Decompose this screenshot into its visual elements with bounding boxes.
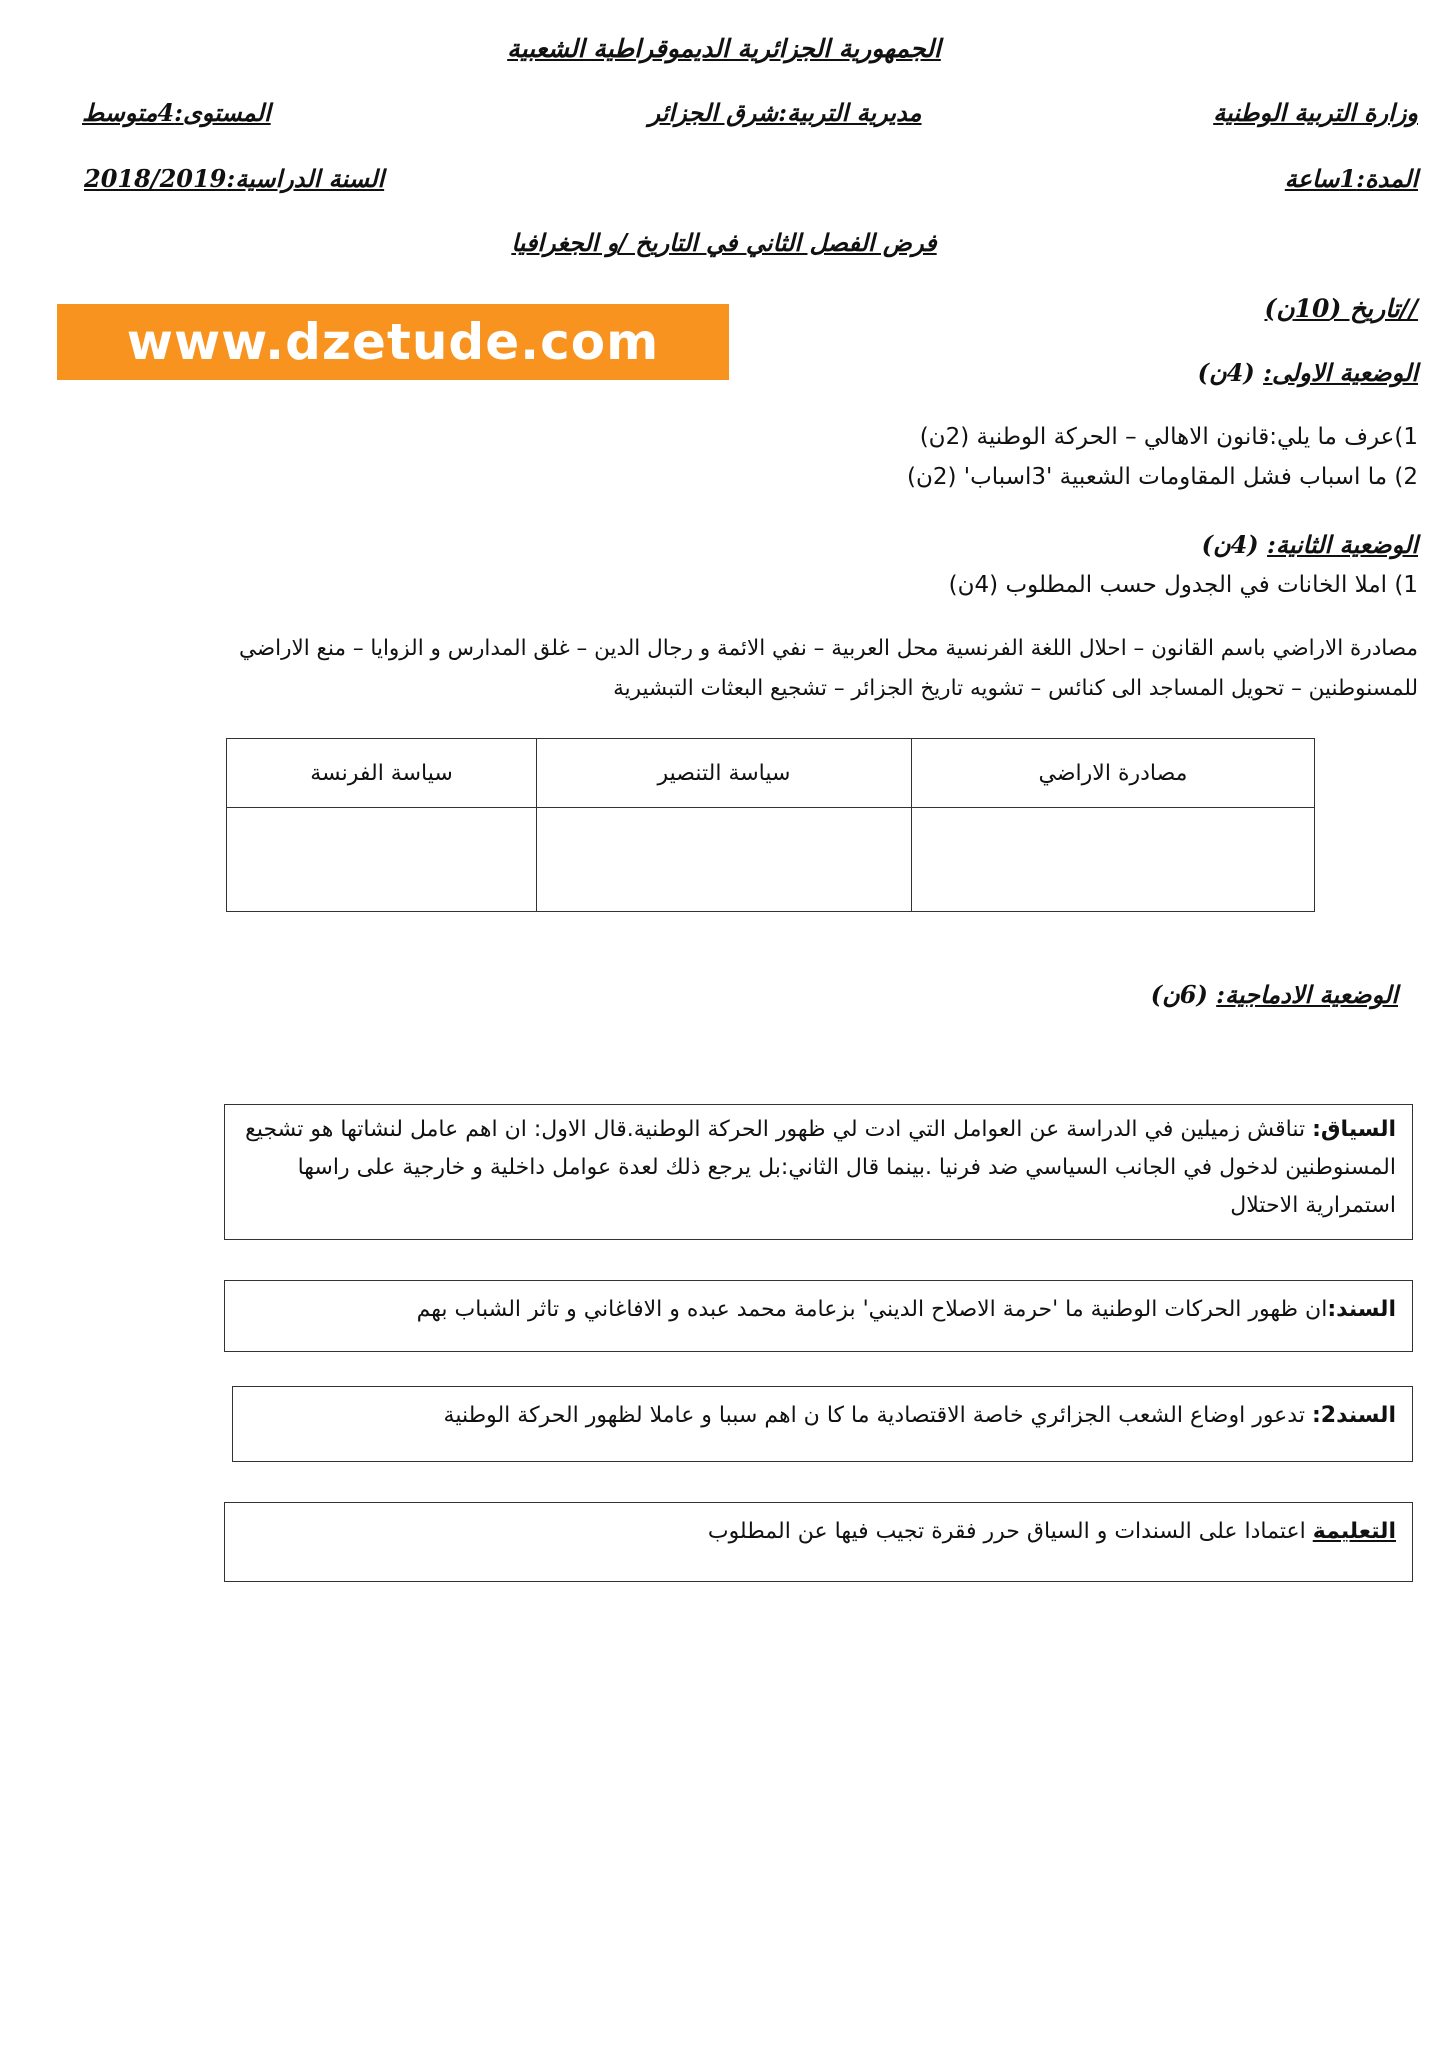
table-header-land: مصادرة الاراضي [912, 739, 1315, 808]
document2-text: تدعور اوضاع الشعب الجزائري خاصة الاقتصادية ما كا ن اهم سببا و عاملا لظهور الحركة الوطنية [443, 1403, 1312, 1428]
table-cell-christianization[interactable] [537, 808, 912, 912]
integrative-label: الوضعية الادماجية: [1216, 980, 1398, 1009]
situation2-label: الوضعية الثانية: [1267, 530, 1418, 559]
integrative-title [1151, 980, 1398, 1009]
republic-title: الجمهورية الجزائرية الديموقراطية الشعبية [507, 34, 941, 63]
situation1-title [1198, 358, 1418, 387]
document2-label: السند2: [1311, 1403, 1396, 1428]
instruction-label: التعليمة [1312, 1519, 1396, 1544]
table-cell-francization[interactable] [227, 808, 537, 912]
history-heading [1264, 294, 1418, 323]
ministry-label: وزارة التربية الوطنية [1213, 98, 1418, 127]
document1-text: ان ظهور الحركات الوطنية ما 'حرمة الاصلاح الديني' بزعامة محمد عبده و الافاغاني و تاثر الشباب بهم [416, 1297, 1328, 1322]
table-header-christianization: سياسة التنصير [537, 739, 912, 808]
table-header-francization: سياسة الفرنسة [227, 739, 537, 808]
context-label: السياق: [1312, 1117, 1396, 1142]
instruction-box [224, 1502, 1413, 1582]
classification-table [226, 738, 1315, 912]
integrative-points: (6ن) [1150, 980, 1208, 1009]
level-label: المستوى:4متوسط [82, 98, 271, 127]
situation1-label: الوضعية الاولى: [1263, 358, 1418, 387]
watermark-banner: www.dzetude.com [57, 304, 729, 380]
situation1-points: (4ن) [1197, 358, 1255, 387]
duration-label: المدة:1ساعة [1284, 164, 1418, 193]
table-cell-land[interactable] [912, 808, 1315, 912]
directorate-label: مديرية التربية:شرق الجزائر [648, 98, 922, 127]
situation1-question-2: 2) ما اسباب فشل المقاومات الشعبية '3اسباب' (2ن) [906, 464, 1418, 490]
instruction-text: اعتمادا على السندات و السياق حرر فقرة تجيب فيها عن المطلوب [707, 1519, 1313, 1544]
document1-box [224, 1280, 1413, 1352]
history-heading-text: //تاريخ (10ن) [1264, 294, 1418, 323]
context-box [224, 1104, 1413, 1240]
document1-label: السند: [1327, 1297, 1396, 1322]
terms-line-2: للمسنوطنين – تحويل المساجد الى كنائس – تشويه تاريخ الجزائر – تشجيع البعثات التبشيرية [613, 676, 1418, 701]
exam-title: فرض الفصل الثاني في التاريخ /و الجغرافيا [511, 228, 937, 257]
terms-line-1: مصادرة الاراضي باسم القانون – احلال اللغة الفرنسية محل العربية – نفي الائمة و رجال الدين – غلق المدارس و الزوايا – منع الاراضي [238, 636, 1418, 661]
situation1-question-1: 1)عرف ما يلي:قانون الاهالي – الحركة الوطنية (2ن) [919, 424, 1418, 450]
situation2-points: (4ن) [1201, 530, 1259, 559]
context-text: تناقش زميلين في الدراسة عن العوامل التي ادت لي ظهور الحركة الوطنية.قال الاول: ان اهم عامل لنشاتها هو تشجيع المسنوطنين لدخول في الجانب السياسي ضد فرنيا .بينما قال الثاني:بل يرجع ذلك لعدة عوامل داخلية و خارجية على راسها استمرارية الاحتلال [245, 1117, 1396, 1218]
document2-box [232, 1386, 1413, 1462]
situation2-title [1202, 530, 1418, 559]
school-year-label: السنة الدراسية:2018/2019 [84, 164, 385, 193]
situation2-question-1: 1) املا الخانات في الجدول حسب المطلوب (4ن) [948, 572, 1418, 598]
